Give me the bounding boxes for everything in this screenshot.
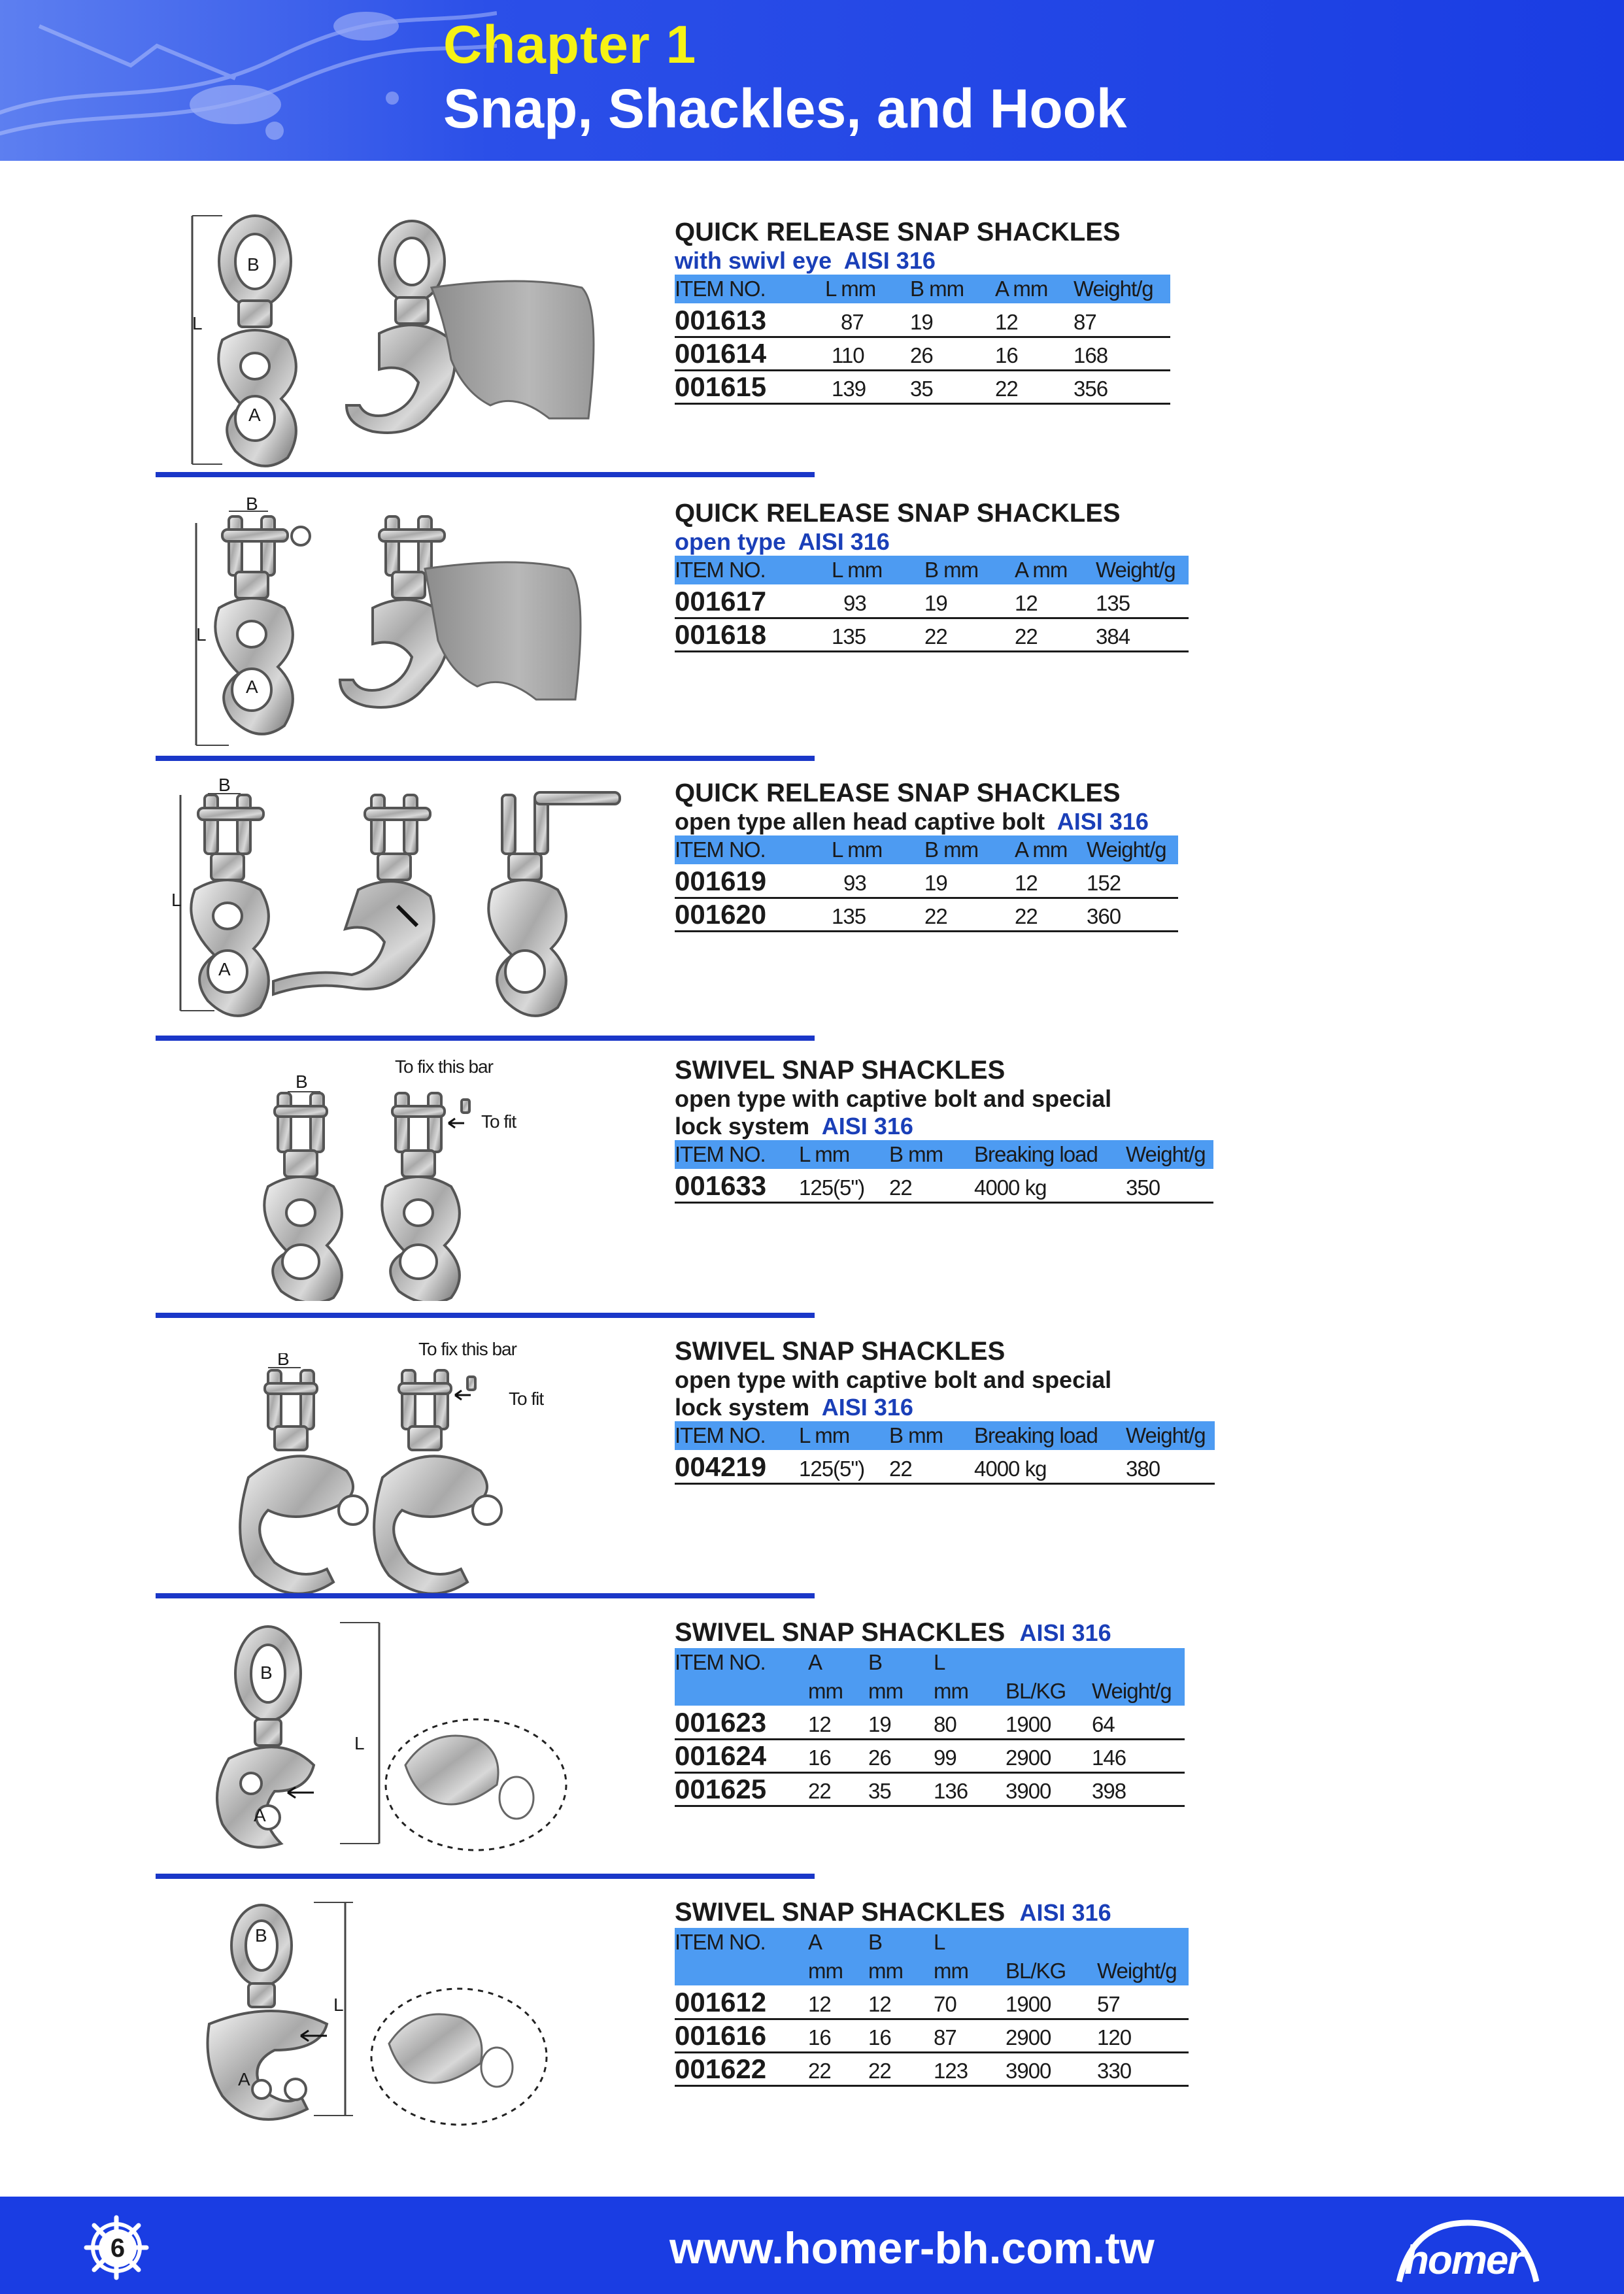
col-l: L mm [825, 277, 876, 301]
table-row: 001633 125(5") 22 4000 kg 350 [675, 1169, 1213, 1202]
dim-b-label: B [255, 1925, 267, 1946]
dim-a-label: A [254, 1805, 266, 1825]
chapter-title: Snap, Shackles, and Hook [443, 78, 1127, 139]
dim-l-label: L [354, 1733, 365, 1753]
table-row: 001612 12 12 70 1900 57 [675, 1985, 1189, 2019]
dim-l-label: L [196, 624, 207, 645]
spec-table [675, 835, 1178, 932]
spec-table [675, 1648, 1185, 1807]
table-row: 001615 139 35 22 356 [675, 370, 1170, 403]
product-subtitle-1: open type with captive bolt and special [675, 1085, 1112, 1112]
dim-a-label: A [218, 959, 231, 979]
dim-a-label: A [248, 405, 261, 425]
dim-b-label: B [260, 1662, 273, 1683]
spec-table [675, 556, 1189, 652]
product-subtitle: with swivl eye AISI 316 [675, 247, 936, 274]
table-header-row: ITEM NO. A B L [675, 1648, 1185, 1677]
lock-system-shackle-illustration [222, 1353, 530, 1602]
table-row: 001613 87 19 12 87 [675, 303, 1170, 337]
note-fix-bar: To fix this bar [395, 1056, 493, 1077]
dim-b-label: B [246, 497, 258, 514]
table-header-row: ITEM NO. L mm B mm Breaking load Weight/g [675, 1421, 1215, 1450]
product-title: QUICK RELEASE SNAP SHACKLES [675, 218, 1121, 246]
spec-table [675, 1140, 1213, 1204]
note-fix-bar: To fix this bar [418, 1339, 516, 1359]
dim-l-label: L [171, 890, 182, 910]
allen-head-shackle-illustration [169, 775, 639, 1017]
swivel-eye-shackle-illustration [183, 209, 641, 471]
product-info-4 [675, 1055, 1213, 1204]
product-info-5 [675, 1336, 1215, 1485]
product-info-2 [675, 498, 1189, 652]
col-b: B mm [910, 277, 964, 301]
product-title: QUICK RELEASE SNAP SHACKLES [675, 779, 1121, 807]
open-type-shackle-illustration [190, 497, 621, 752]
dim-b-label: B [277, 1353, 290, 1369]
table-row: 001620 135 22 22 360 [675, 898, 1178, 931]
product-title: SWIVEL SNAP SHACKLES [675, 1337, 1006, 1366]
product-subtitle: open type allen head captive bolt AISI 316 [675, 808, 1149, 835]
dim-a-label: A [246, 677, 258, 697]
dim-b-label: B [218, 775, 231, 795]
table-row: 001622 22 22 123 3900 330 [675, 2052, 1189, 2085]
dim-l-label: L [333, 1995, 344, 2015]
product-info-6 [675, 1617, 1185, 1807]
table-header-row: ITEM NO. L mm B mm Breaking load Weight/g [675, 1140, 1213, 1169]
section-divider [156, 1874, 815, 1879]
section-divider [156, 756, 815, 761]
section-divider [156, 1593, 815, 1598]
dim-a-label: A [238, 2069, 250, 2089]
col-weight: Weight/g [1074, 277, 1153, 301]
table-header-row [675, 275, 1170, 303]
section-divider [156, 1036, 815, 1041]
dim-l-label: L [192, 313, 203, 333]
product-title: SWIVEL SNAP SHACKLES AISI 316 [675, 1898, 1111, 1927]
table-row: 001624 16 26 99 2900 146 [675, 1739, 1185, 1772]
table-header-row-units: mm mm mm BL/KG Weight/g [675, 1957, 1189, 1985]
homer-logo-text: homer [1404, 2238, 1522, 2283]
dim-b-label: B [296, 1072, 308, 1092]
table-row: 001617 93 19 12 135 [675, 584, 1189, 618]
spec-table [675, 1421, 1215, 1485]
table-row: 001614 110 26 16 168 [675, 337, 1170, 370]
table-row: 001625 22 35 136 3900 398 [675, 1772, 1185, 1806]
section-divider [156, 1313, 815, 1318]
product-subtitle: open type AISI 316 [675, 528, 890, 555]
product-info-7 [675, 1897, 1189, 2087]
table-row: 001619 93 19 12 152 [675, 864, 1178, 898]
product-info-3 [675, 778, 1178, 932]
captive-bolt-shackle-illustration [248, 1072, 523, 1301]
header-decoration-illustration [0, 0, 497, 161]
spec-table [675, 275, 1170, 405]
note-to-fit: To fit [509, 1389, 544, 1409]
note-to-fit: To fit [481, 1111, 516, 1132]
product-title: SWIVEL SNAP SHACKLES AISI 316 [675, 1618, 1111, 1647]
col-item: ITEM NO. [675, 277, 766, 301]
product-info-1 [675, 217, 1170, 405]
swivel-eye-snap-shackle-illustration [196, 1900, 575, 2135]
section-divider [156, 472, 815, 477]
table-header-row-units: mm mm mm BL/KG Weight/g [675, 1677, 1185, 1706]
dim-b-label: B [247, 254, 260, 275]
product-subtitle-2: lock system AISI 316 [675, 1394, 913, 1421]
table-header-row: ITEM NO. L mm B mm A mm Weight/g [675, 556, 1189, 584]
product-title: QUICK RELEASE SNAP SHACKLES [675, 499, 1121, 528]
table-row: 001618 135 22 22 384 [675, 618, 1189, 651]
table-header-row: ITEM NO. A B L [675, 1928, 1189, 1957]
chapter-label: Chapter 1 [443, 15, 697, 75]
swivel-snap-shackle-illustration [209, 1621, 575, 1870]
table-header-row: ITEM NO. L mm B mm A mm Weight/g [675, 835, 1178, 864]
table-row: 001616 16 16 87 2900 120 [675, 2019, 1189, 2052]
page-header [0, 0, 1624, 161]
page-footer [0, 2197, 1624, 2294]
website-link[interactable]: www.homer-bh.com.tw [669, 2223, 1155, 2273]
page-number: 6 [99, 2229, 137, 2267]
product-title: SWIVEL SNAP SHACKLES [675, 1056, 1006, 1085]
table-row: 001623 12 19 80 1900 64 [675, 1706, 1185, 1739]
product-subtitle-2: lock system AISI 316 [675, 1113, 913, 1139]
spec-table [675, 1928, 1189, 2087]
col-a: A mm [995, 277, 1048, 301]
table-row: 004219 125(5") 22 4000 kg 380 [675, 1450, 1215, 1483]
product-subtitle-1: open type with captive bolt and special [675, 1366, 1112, 1393]
